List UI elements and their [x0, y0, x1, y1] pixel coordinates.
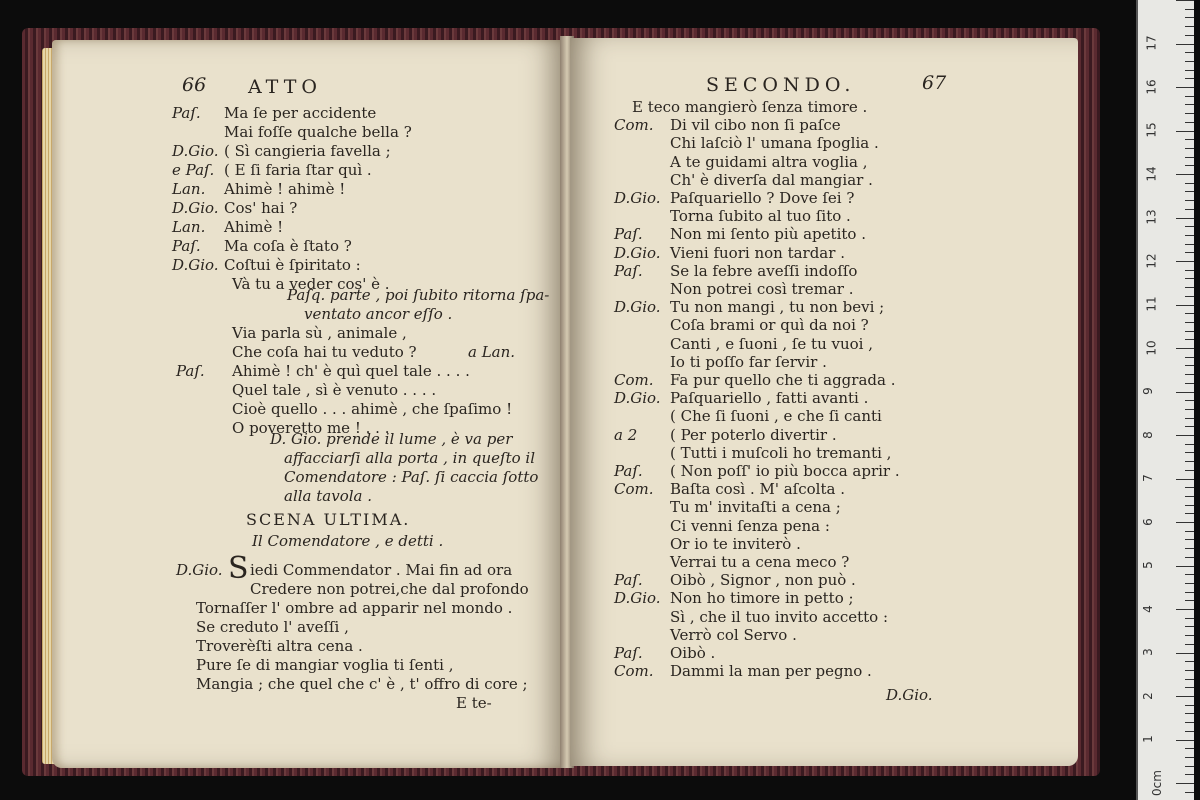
- left-running-head: ATTO: [248, 76, 322, 98]
- ruler-tick: [1185, 322, 1194, 323]
- dialogue-line: ( Non poſſ' io più bocca aprir .: [670, 462, 900, 480]
- ruler-tick: [1185, 61, 1194, 62]
- left-page-number: 66: [182, 74, 207, 96]
- ruler-tick: [1185, 626, 1194, 627]
- dialogue-line: Tu m' invitaſti a cena ;: [670, 498, 841, 517]
- ruler-tick: [1185, 722, 1194, 723]
- speaker-label: D.Gio.: [172, 256, 219, 274]
- dialogue-line: Non mi ſento più apetito .: [670, 225, 866, 244]
- ruler-tick: [1185, 148, 1194, 149]
- dialogue-line: Cos' hai ?: [224, 199, 298, 217]
- ruler-tick: [1185, 774, 1194, 775]
- ruler-tick: [1185, 78, 1194, 79]
- dialogue-line: Pure ſe di mangiar voglia ti ſenti ,: [196, 656, 454, 674]
- dialogue-line: ( Sì cangieria favella ;: [224, 142, 391, 160]
- dialogue-line: Verrò col Servo .: [670, 625, 797, 644]
- dialogue-line: ( E ſi faria ſtar quì .: [224, 161, 372, 179]
- dialogue-line: Mangia ; che quel che c' è , t' offro di core ;: [196, 675, 528, 693]
- ruler-tick: [1185, 461, 1194, 462]
- stage-direction-1-line-1: Paſq. parte , poi ſubito ritorna ſpa-: [287, 286, 550, 304]
- dialogue-line: ( Che ſi ſuoni , e che ſi canti: [670, 407, 882, 426]
- ruler-tick: [1176, 218, 1194, 219]
- ruler-tick: [1185, 9, 1194, 10]
- dialogue-line: Torna ſubito al tuo ſito .: [670, 207, 851, 226]
- speaker-label: Paſ.: [614, 261, 643, 280]
- ruler-tick: [1185, 252, 1194, 253]
- dialogue-line: Fa pur quello che ti aggrada .: [670, 371, 896, 389]
- stage-direction-2-line-1: D. Gio. prende il lume , è va per: [270, 430, 513, 448]
- dialogue-line: Canti , e ſuoni , ſe tu vuoi ,: [670, 334, 874, 353]
- ruler-tick: [1185, 757, 1194, 758]
- ruler-tick: [1185, 539, 1194, 540]
- ruler-tick: [1176, 740, 1194, 741]
- ruler-tick: [1185, 331, 1194, 332]
- dialogue-line: Ci venni ſenza pena :: [670, 516, 830, 535]
- dialogue-line: Oibò .: [670, 644, 716, 662]
- ruler-tick: [1185, 444, 1194, 445]
- ruler-tick: [1176, 783, 1194, 784]
- ruler-tick: [1185, 365, 1194, 366]
- ruler-tick: [1176, 392, 1194, 393]
- stage-direction-1-line-2: ventato ancor eſſo .: [304, 305, 453, 323]
- ruler-tick: [1176, 44, 1194, 45]
- dialogue-line: Oibò , Signor , non può .: [670, 571, 856, 590]
- ruler-label: 13: [1144, 209, 1159, 225]
- ruler-tick: [1185, 287, 1194, 288]
- scene-title: SCENA ULTIMA.: [246, 510, 411, 529]
- dialogue-line: ( Tutti i muſcoli ho tremanti ,: [670, 443, 892, 462]
- ruler-tick: [1176, 522, 1194, 523]
- ruler-tick: [1185, 418, 1194, 419]
- dialogue-line: Paſquariello ? Dove ſei ?: [670, 189, 855, 207]
- ruler-tick: [1185, 278, 1194, 279]
- dialogue-line: Or io te inviterò .: [670, 534, 801, 553]
- ruler-tick: [1185, 165, 1194, 166]
- ruler-label: 0cm: [1149, 769, 1164, 796]
- speaker-label: Paſ.: [176, 362, 205, 380]
- ruler-tick: [1185, 52, 1194, 53]
- ruler-label: 3: [1140, 648, 1155, 656]
- ruler-tick: [1176, 435, 1194, 436]
- ruler-tick: [1185, 713, 1194, 714]
- ruler-tick: [1185, 583, 1194, 584]
- ruler-tick: [1185, 635, 1194, 636]
- ruler-tick: [1185, 70, 1194, 71]
- speaker-label: D.Gio.: [614, 243, 661, 262]
- ruler-label: 11: [1144, 296, 1159, 312]
- dialogue-line: Ma ſe per accidente: [224, 104, 377, 122]
- ruler-tick: [1185, 670, 1194, 671]
- stage-direction-2-line-4: alla tavola .: [284, 487, 373, 505]
- ruler-tick: [1185, 96, 1194, 97]
- ruler-tick: [1185, 339, 1194, 340]
- speaker-label: Paſ.: [614, 644, 643, 662]
- ruler-tick: [1185, 531, 1194, 532]
- ruler-tick: [1185, 470, 1194, 471]
- ruler-label: 15: [1144, 122, 1159, 138]
- speaker-label: D.Gio.: [176, 561, 223, 579]
- ruler-tick: [1185, 513, 1194, 514]
- speaker-label: a 2: [614, 425, 638, 444]
- ruler-label: 14: [1144, 165, 1159, 182]
- dialogue-line: Vieni fuori non tardar .: [670, 243, 845, 262]
- ruler-tick: [1176, 131, 1194, 132]
- ruler-tick: [1185, 426, 1194, 427]
- speaker-label: Paſ.: [172, 104, 201, 122]
- ruler-tick: [1185, 183, 1194, 184]
- ruler-tick: [1185, 731, 1194, 732]
- dialogue-line: Cioè quello . . . ahimè , che ſpaſimo !: [232, 400, 513, 418]
- dialogue-line: Tu non mangi , tu non bevi ;: [670, 298, 885, 317]
- left-page: [52, 40, 564, 768]
- speaker-label: D.Gio.: [614, 589, 661, 608]
- ruler-tick: [1185, 600, 1194, 601]
- dialogue-line: Paſquariello , fatti avanti .: [670, 389, 869, 408]
- ruler-tick: [1185, 122, 1194, 123]
- dialogue-line: Se creduto l' aveſſi ,: [196, 618, 349, 636]
- dialogue-line: Coſtui è ſpiritato :: [224, 256, 361, 274]
- dialogue-line: Và tu a veder cos' è .: [232, 275, 390, 293]
- speaker-label: D.Gio.: [614, 189, 661, 207]
- ruler-tick: [1185, 226, 1194, 227]
- dialogue-line: O poveretto me ! . . .: [232, 419, 390, 437]
- speaker-label: D.Gio.: [172, 142, 219, 160]
- speaker-label: Paſ.: [614, 462, 643, 480]
- ruler-tick: [1185, 574, 1194, 575]
- stage-direction-2-line-3: Comendatore : Paſ. ſi caccia ſotto: [284, 468, 539, 486]
- ruler-tick: [1185, 705, 1194, 706]
- dialogue-line: Tornaſſer l' ombre ad apparir nel mondo .: [196, 599, 513, 617]
- ruler-label: 5: [1140, 561, 1155, 569]
- dialogue-line: Sì , che il tuo invito accetto :: [670, 607, 889, 626]
- ruler-label: 10: [1144, 339, 1159, 356]
- ruler-tick: [1185, 17, 1194, 18]
- ruler-tick: [1185, 313, 1194, 314]
- ruler-tick: [1185, 244, 1194, 245]
- speaker-label: Paſ.: [172, 237, 201, 255]
- ruler-tick: [1185, 592, 1194, 593]
- ruler-tick: [1185, 505, 1194, 506]
- stage-direction-2-line-2: affacciarſi alla porta , in queſto il: [284, 449, 536, 467]
- ruler-tick: [1185, 687, 1194, 688]
- ruler-tick: [1176, 696, 1194, 697]
- dialogue-line: Troverèſti altra cena .: [196, 637, 363, 655]
- ruler-tick: [1185, 409, 1194, 410]
- ruler-tick: [1176, 305, 1194, 306]
- ruler-tick: [1185, 618, 1194, 619]
- ruler-tick: [1185, 35, 1194, 36]
- ruler-tick: [1185, 296, 1194, 297]
- aside-direction: a Lan.: [468, 343, 516, 361]
- dialogue-line: Ahimè ! ch' è quì quel tale . . . .: [232, 362, 470, 380]
- ruler-tick: [1185, 26, 1194, 27]
- dialogue-line: E teco mangierò ſenza timore .: [632, 98, 868, 116]
- scene-cast: Il Comendatore , e detti .: [252, 532, 444, 550]
- ruler-tick: [1185, 548, 1194, 549]
- speaker-label: Paſ.: [614, 571, 643, 590]
- dialogue-line: Che coſa hai tu veduto ?: [232, 343, 417, 361]
- dialogue-line: Dammi la man per pegno .: [670, 662, 872, 681]
- right-page: [570, 38, 1078, 766]
- ruler-label: 16: [1144, 78, 1159, 95]
- ruler-tick: [1185, 644, 1194, 645]
- ruler-label: 1: [1140, 735, 1155, 743]
- right-page-number: 67: [922, 72, 947, 94]
- dialogue-line: iedi Commendator . Mai fin ad ora: [250, 561, 513, 579]
- dialogue-line: Io ti poſſo far ſervir .: [670, 352, 827, 371]
- dialogue-line: Ma coſa è ſtato ?: [224, 237, 352, 255]
- dialogue-line: Non potrei così tremar .: [670, 280, 854, 298]
- right-running-head: SECONDO.: [706, 74, 856, 96]
- ruler-label: 2: [1140, 691, 1155, 700]
- ruler-tick: [1185, 383, 1194, 384]
- ruler-tick: [1176, 174, 1194, 175]
- ruler-tick: [1185, 270, 1194, 271]
- speaker-label: Com.: [614, 116, 654, 135]
- dialogue-line: Verrai tu a cena meco ?: [670, 553, 850, 571]
- dialogue-line: Se la febre aveſſi indoſſo: [670, 261, 858, 280]
- speaker-label: Lan.: [172, 218, 206, 236]
- ruler-tick: [1185, 452, 1194, 453]
- ruler-tick: [1185, 157, 1194, 158]
- speaker-label: Com.: [614, 662, 654, 681]
- ruler-tick: [1185, 113, 1194, 114]
- speaker-label: Lan.: [172, 180, 206, 198]
- dialogue-line: Non ho timore in petto ;: [670, 589, 854, 608]
- catchword: D.Gio.: [886, 686, 933, 704]
- catchword: E te-: [456, 694, 492, 712]
- ruler-tick: [1176, 87, 1194, 88]
- ruler-tick: [1176, 479, 1194, 480]
- ruler-tick: [1176, 0, 1194, 1]
- dialogue-line: Quel tale , sì è venuto . . . .: [232, 381, 437, 399]
- dialogue-line: Mai foſſe qualche bella ?: [224, 123, 412, 141]
- ruler-tick: [1185, 200, 1194, 201]
- ruler-tick: [1176, 348, 1194, 349]
- ruler-tick: [1185, 357, 1194, 358]
- ruler-tick: [1185, 679, 1194, 680]
- speaker-label: e Paſ.: [172, 161, 215, 179]
- speaker-label: Paſ.: [614, 225, 643, 244]
- dialogue-line: Ahimè !: [224, 218, 284, 236]
- ruler-tick: [1185, 400, 1194, 401]
- ruler-tick: [1185, 104, 1194, 105]
- ruler-tick: [1176, 609, 1194, 610]
- ruler-label: 6: [1140, 517, 1155, 526]
- ruler-tick: [1185, 191, 1194, 192]
- ruler-label: 17: [1144, 35, 1159, 51]
- dialogue-line: Via parla sù , animale ,: [232, 324, 407, 342]
- dialogue-line: Ch' è diverſa dal mangiar .: [670, 170, 873, 189]
- ruler-tick: [1185, 235, 1194, 236]
- dialogue-line: Di vil cibo non ſi paſce: [670, 116, 841, 135]
- measuring-ruler: [1136, 0, 1194, 800]
- dialogue-line: ( Per poterlo divertir .: [670, 425, 837, 444]
- ruler-tick: [1185, 766, 1194, 767]
- ruler-tick: [1185, 209, 1194, 210]
- speaker-label: D.Gio.: [614, 389, 661, 408]
- ruler-label: 7: [1140, 474, 1155, 482]
- speaker-label: Com.: [614, 371, 654, 389]
- dialogue-line: Baſta così . M' aſcolta .: [670, 480, 845, 499]
- ruler-tick: [1176, 566, 1194, 567]
- ruler-tick: [1185, 487, 1194, 488]
- speaker-label: D.Gio.: [172, 199, 219, 217]
- dialogue-line: A te guidami altra voglia ,: [670, 152, 868, 171]
- ruler-tick: [1185, 374, 1194, 375]
- ruler-tick: [1185, 748, 1194, 749]
- ruler-tick: [1176, 261, 1194, 262]
- ruler-tick: [1185, 139, 1194, 140]
- ruler-tick: [1185, 557, 1194, 558]
- ruler-label: 9: [1140, 387, 1155, 395]
- ruler-label: 8: [1140, 430, 1155, 439]
- dialogue-line: Coſa brami or quì da noi ?: [670, 316, 869, 335]
- dialogue-line: Ahimè ! ahimè !: [224, 180, 346, 198]
- ruler-tick: [1185, 661, 1194, 662]
- dialogue-line: Credere non potrei,che dal profondo: [250, 580, 529, 598]
- ruler-label: 12: [1144, 252, 1159, 269]
- speaker-label: Com.: [614, 480, 654, 499]
- ruler-label: 4: [1140, 604, 1155, 613]
- ruler-tick: [1185, 496, 1194, 497]
- speaker-label: D.Gio.: [614, 298, 661, 317]
- ruler-tick: [1176, 653, 1194, 654]
- dialogue-line: Chi laſciò l' umana ſpoglia .: [670, 134, 879, 153]
- drop-cap: S: [228, 551, 249, 586]
- ruler-tick: [1185, 792, 1194, 793]
